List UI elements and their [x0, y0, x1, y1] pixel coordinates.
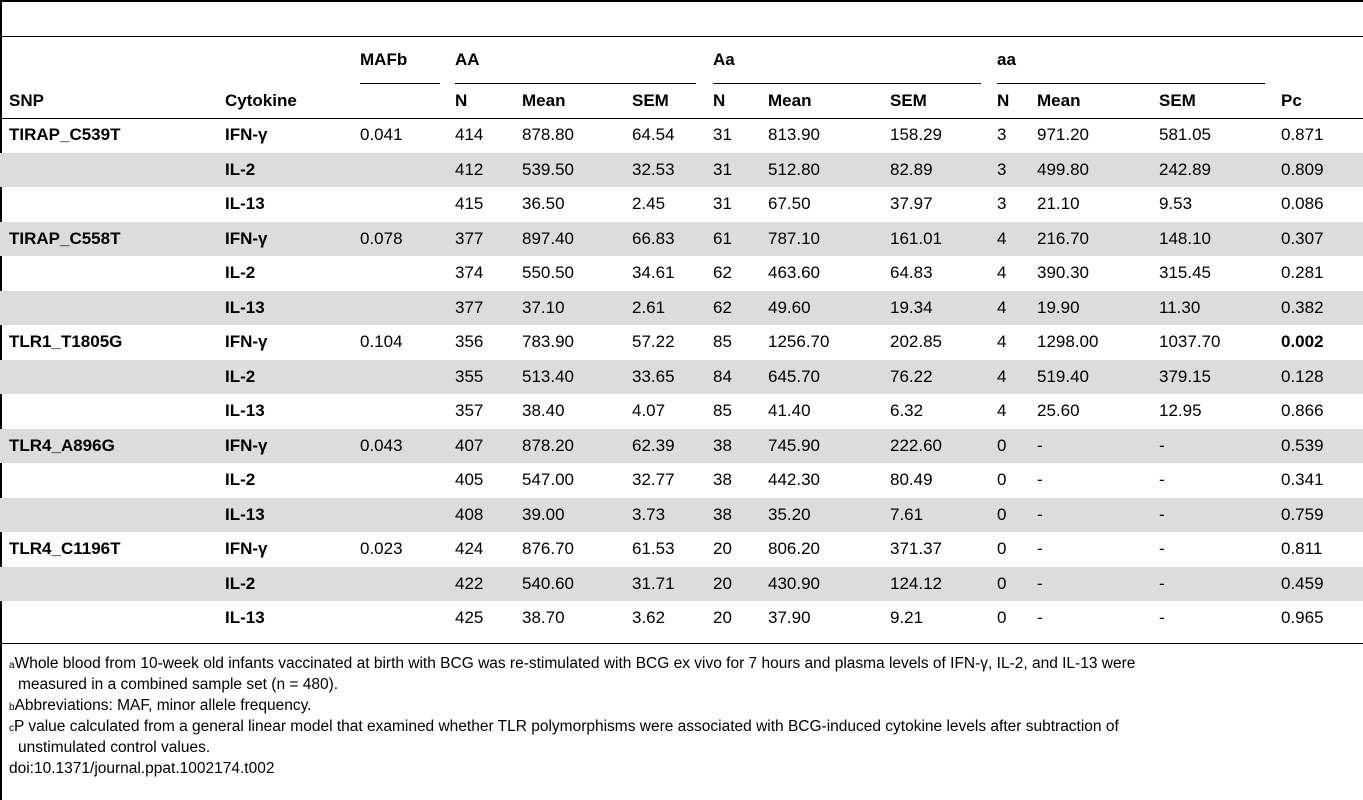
- header-aa-mean: Mean: [1037, 91, 1081, 110]
- header-row-columns: [0, 84, 1363, 118]
- cell-Aa-mean: 512.80: [768, 153, 890, 188]
- cell-maf: [360, 567, 455, 602]
- cell-AA-mean: 513.40: [522, 360, 632, 395]
- footnote-b: $^b$Abbreviations: MAF, minor allele frequency.: [9, 697, 312, 714]
- cell-aa-sem: 9.53: [1159, 194, 1193, 214]
- table-row: [0, 463, 1363, 498]
- cell-cytokine: IL-2: [225, 153, 360, 188]
- cell-aa-sem: -: [1159, 539, 1165, 559]
- cell-maf: [360, 153, 455, 188]
- cell-Aa-sem: 7.61: [890, 498, 997, 533]
- table-row: [0, 498, 1363, 533]
- header-Aa-n: N: [713, 91, 726, 110]
- cell-aa-sem: 1037.70: [1159, 332, 1221, 352]
- header-Aa-sem: SEM: [890, 91, 927, 110]
- cell-AA-mean: 550.50: [522, 263, 574, 283]
- cell-AA-sem: 34.61: [632, 263, 675, 283]
- cell-AA-sem: 33.65: [632, 360, 713, 395]
- cell-Aa-n: 61: [713, 222, 768, 257]
- cell-AA-n: 412: [455, 153, 522, 188]
- cell-cytokine: IL-13: [225, 194, 265, 214]
- cell-aa-n: 4: [997, 332, 1007, 352]
- cell-aa-mean: -: [1037, 429, 1159, 464]
- cell-AA-sem: 4.07: [632, 401, 666, 421]
- cell-AA-mean: 878.20: [522, 429, 632, 464]
- table-row: [0, 222, 1363, 257]
- cell-aa-n: 0: [997, 498, 1037, 533]
- cell-cytokine: IFN-γ: [225, 429, 360, 464]
- cell-aa-mean: 499.80: [1037, 153, 1159, 188]
- cell-Aa-sem: 158.29: [890, 125, 942, 145]
- header-aa-n: N: [997, 91, 1010, 110]
- cell-cytokine: IFN-γ: [225, 539, 268, 559]
- cell-Aa-sem: 76.22: [890, 360, 997, 395]
- cell-Aa-sem: 19.34: [890, 291, 997, 326]
- cell-AA-sem: 62.39: [632, 429, 713, 464]
- cell-pc: 0.382: [1281, 291, 1363, 326]
- cell-pc: 0.759: [1281, 498, 1363, 533]
- cell-aa-sem: 11.30: [1159, 291, 1281, 326]
- cell-Aa-mean: 442.30: [768, 470, 820, 490]
- cell-snp: [0, 567, 225, 602]
- cell-AA-mean: 540.60: [522, 567, 632, 602]
- cell-aa-n: 0: [997, 608, 1007, 628]
- cell-AA-sem: 64.54: [632, 125, 675, 145]
- cell-Aa-n: 31: [713, 153, 768, 188]
- cell-AA-mean: 38.40: [522, 401, 565, 421]
- cell-AA-sem: 2.45: [632, 194, 666, 214]
- cell-aa-mean: 25.60: [1037, 401, 1080, 421]
- cell-aa-n: 0: [997, 567, 1037, 602]
- table-row: [0, 187, 1363, 222]
- cell-AA-mean: 876.70: [522, 539, 574, 559]
- cell-aa-sem: 12.95: [1159, 401, 1202, 421]
- cell-snp: [0, 394, 225, 429]
- cell-Aa-n: 38: [713, 429, 768, 464]
- cell-aa-n: 4: [997, 222, 1037, 257]
- cell-Aa-n: 62: [713, 291, 768, 326]
- cell-pc: 0.086: [1281, 194, 1324, 214]
- cell-aa-n: 3: [997, 194, 1007, 214]
- top-rule: [0, 0, 1363, 2]
- cell-AA-sem: 31.71: [632, 567, 713, 602]
- cell-Aa-sem: 222.60: [890, 429, 997, 464]
- cell-pc: 0.811: [1281, 539, 1323, 559]
- cell-AA-mean: 38.70: [522, 608, 565, 628]
- cell-aa-mean: 19.90: [1037, 291, 1159, 326]
- cell-aa-n: 4: [997, 401, 1007, 421]
- cell-cytokine: IL-2: [225, 263, 256, 283]
- cell-AA-sem: 2.61: [632, 291, 713, 326]
- cell-aa-n: 4: [997, 263, 1007, 283]
- cell-aa-n: 0: [997, 429, 1037, 464]
- cell-snp: TIRAP_C539T: [9, 125, 121, 145]
- cell-AA-n: 377: [455, 222, 522, 257]
- table-row: [0, 291, 1363, 326]
- cell-Aa-n: 84: [713, 360, 768, 395]
- cell-cytokine: IL-2: [225, 470, 256, 490]
- cell-aa-sem: 148.10: [1159, 222, 1281, 257]
- cell-Aa-mean: 35.20: [768, 498, 890, 533]
- cell-aa-sem: -: [1159, 608, 1165, 628]
- cell-pc: 0.871: [1281, 125, 1324, 145]
- cell-Aa-mean: 1256.70: [768, 332, 830, 352]
- cell-aa-n: 0: [997, 470, 1007, 490]
- cell-AA-mean: 36.50: [522, 194, 565, 214]
- cell-AA-n: 377: [455, 291, 522, 326]
- cell-maf: 0.041: [360, 125, 403, 145]
- cell-Aa-sem: 202.85: [890, 332, 942, 352]
- cell-snp: [0, 256, 225, 291]
- table-row: [0, 118, 1363, 153]
- cell-aa-mean: 1298.00: [1037, 332, 1099, 352]
- cell-cytokine: IFN-γ: [225, 332, 268, 352]
- header-bottom-rule: [0, 118, 1363, 119]
- header-AA-mean: Mean: [522, 91, 566, 110]
- cell-Aa-mean: 463.60: [768, 263, 820, 283]
- cell-AA-mean: 39.00: [522, 498, 632, 533]
- cell-pc: 0.128: [1281, 360, 1363, 395]
- cell-AA-sem: 3.62: [632, 608, 666, 628]
- table-row: [0, 360, 1363, 395]
- table-row: [0, 325, 1363, 360]
- cell-aa-n: 4: [997, 291, 1037, 326]
- cell-cytokine: IL-13: [225, 401, 265, 421]
- cell-Aa-mean: 813.90: [768, 125, 820, 145]
- cell-maf: 0.023: [360, 539, 403, 559]
- footnotes: [9, 653, 1359, 779]
- cell-snp: [0, 187, 225, 222]
- cell-maf: 0.104: [360, 332, 403, 352]
- cell-aa-n: 0: [997, 539, 1007, 559]
- cell-Aa-n: 20: [713, 608, 732, 628]
- cell-snp: [0, 601, 225, 636]
- cell-maf: [360, 498, 455, 533]
- table-row: [0, 153, 1363, 188]
- cell-cytokine: IL-2: [225, 567, 360, 602]
- cell-AA-n: 408: [455, 498, 522, 533]
- table-row: [0, 567, 1363, 602]
- cell-maf: [360, 291, 455, 326]
- doi: doi:10.1371/journal.ppat.1002174.t002: [9, 760, 275, 777]
- cell-aa-mean: 216.70: [1037, 222, 1159, 257]
- cell-Aa-mean: 430.90: [768, 567, 890, 602]
- cell-snp: [0, 463, 225, 498]
- cell-Aa-n: 31: [713, 125, 732, 145]
- cell-AA-mean: 37.10: [522, 291, 632, 326]
- cell-pc: 0.002: [1281, 332, 1324, 352]
- cell-AA-n: 356: [455, 332, 484, 352]
- header-snp: SNP: [9, 91, 44, 110]
- cell-maf: [360, 463, 455, 498]
- cell-aa-mean: 519.40: [1037, 360, 1159, 395]
- cell-Aa-sem: 9.21: [890, 608, 924, 628]
- cell-cytokine: IFN-γ: [225, 222, 360, 257]
- cell-Aa-sem: 80.49: [890, 470, 933, 490]
- cell-AA-sem: 61.53: [632, 539, 675, 559]
- cell-aa-sem: 242.89: [1159, 153, 1281, 188]
- cell-aa-mean: -: [1037, 470, 1043, 490]
- cell-AA-sem: 32.53: [632, 153, 713, 188]
- cell-Aa-mean: 41.40: [768, 401, 811, 421]
- cell-AA-n: 405: [455, 470, 484, 490]
- header-AA-sem: SEM: [632, 91, 669, 110]
- cell-Aa-sem: 6.32: [890, 401, 924, 421]
- cell-Aa-n: 20: [713, 539, 732, 559]
- cell-Aa-mean: 37.90: [768, 608, 811, 628]
- footnote-a: $^a$Whole blood from 10-week old infants vaccinated at birth with BCG was re-stimulated with BCG ex vivo for 7 hours and plasma levels of IFN-γ, IL-2, and IL-13 were measured in a combined sample set (n = 480).: [9, 655, 1136, 693]
- cell-aa-sem: 581.05: [1159, 125, 1211, 145]
- cell-aa-sem: 315.45: [1159, 263, 1211, 283]
- table-row: [0, 601, 1363, 636]
- cell-AA-n: 374: [455, 263, 484, 283]
- cell-aa-sem: 379.15: [1159, 360, 1281, 395]
- cytokine-table: [0, 37, 1363, 636]
- cell-aa-mean: -: [1037, 498, 1159, 533]
- cell-snp: [0, 498, 225, 533]
- cell-AA-n: 407: [455, 429, 522, 464]
- cell-snp: TIRAP_C558T: [0, 222, 225, 257]
- cell-Aa-n: 20: [713, 567, 768, 602]
- cell-Aa-n: 38: [713, 498, 768, 533]
- cell-AA-mean: 783.90: [522, 332, 574, 352]
- table-body: [0, 118, 1363, 636]
- cell-aa-n: 4: [997, 360, 1037, 395]
- cell-pc: 0.459: [1281, 567, 1363, 602]
- cell-pc: 0.341: [1281, 470, 1324, 490]
- cell-snp: [0, 153, 225, 188]
- cell-maf: [360, 187, 455, 222]
- cell-cytokine: IL-2: [225, 360, 360, 395]
- cell-AA-sem: 57.22: [632, 332, 675, 352]
- cell-AA-mean: 547.00: [522, 470, 574, 490]
- cell-Aa-mean: 67.50: [768, 194, 811, 214]
- cell-Aa-n: 62: [713, 263, 732, 283]
- cell-Aa-sem: 124.12: [890, 567, 997, 602]
- cell-Aa-mean: 745.90: [768, 429, 890, 464]
- cell-aa-sem: -: [1159, 567, 1281, 602]
- cell-pc: 0.965: [1281, 608, 1324, 628]
- cell-snp: TLR1_T1805G: [9, 332, 123, 352]
- table-row: [0, 256, 1363, 291]
- cell-cytokine: IL-13: [225, 608, 265, 628]
- cell-aa-n: 3: [997, 153, 1037, 188]
- cell-Aa-sem: 82.89: [890, 153, 997, 188]
- cell-Aa-mean: 645.70: [768, 360, 890, 395]
- cell-maf: [360, 256, 455, 291]
- cell-aa-sem: -: [1159, 429, 1281, 464]
- cell-snp: [0, 360, 225, 395]
- cell-AA-n: 415: [455, 194, 484, 214]
- header-group-Aa: Aa: [713, 50, 735, 69]
- cell-snp: TLR4_C1196T: [9, 539, 121, 559]
- cell-aa-mean: -: [1037, 539, 1043, 559]
- cell-Aa-n: 85: [713, 401, 732, 421]
- cell-maf: 0.043: [360, 429, 455, 464]
- cell-aa-mean: 971.20: [1037, 125, 1089, 145]
- header-maf: MAFb: [360, 50, 408, 69]
- cell-Aa-n: 31: [713, 194, 732, 214]
- header-pc: Pc: [1281, 91, 1302, 110]
- table-row: [0, 429, 1363, 464]
- cell-AA-n: 424: [455, 539, 484, 559]
- header-group-aa: aa: [997, 50, 1016, 69]
- cell-pc: 0.281: [1281, 263, 1324, 283]
- footnote-c: $^c$P value calculated from a general linear model that examined whether TLR polymorphisms were associated with BCG-induced cytokine levels after subtraction of unstimulated control values.: [9, 718, 1119, 756]
- header-aa-sem: SEM: [1159, 91, 1196, 110]
- cell-aa-mean: 21.10: [1037, 194, 1080, 214]
- cell-AA-n: 355: [455, 360, 522, 395]
- table-row: [0, 532, 1363, 567]
- cell-aa-mean: -: [1037, 567, 1159, 602]
- cell-cytokine: IL-13: [225, 498, 360, 533]
- cell-snp: TLR4_A896G: [0, 429, 225, 464]
- cell-AA-n: 425: [455, 608, 484, 628]
- table-bottom-rule: [0, 643, 1363, 644]
- cell-pc: 0.539: [1281, 429, 1363, 464]
- cell-AA-mean: 897.40: [522, 222, 632, 257]
- cell-pc: 0.866: [1281, 401, 1324, 421]
- cell-cytokine: IL-13: [225, 291, 360, 326]
- header-Aa-mean: Mean: [768, 91, 812, 110]
- header-cytokine: Cytokine: [225, 91, 297, 110]
- cell-Aa-sem: 371.37: [890, 539, 942, 559]
- cell-AA-sem: 66.83: [632, 222, 713, 257]
- cell-AA-n: 422: [455, 567, 522, 602]
- table-row: [0, 394, 1363, 429]
- cell-maf: [360, 394, 455, 429]
- cell-Aa-sem: 37.97: [890, 194, 933, 214]
- cell-maf: [360, 601, 455, 636]
- cell-pc: 0.809: [1281, 153, 1363, 188]
- cell-AA-sem: 32.77: [632, 470, 675, 490]
- cell-aa-mean: 390.30: [1037, 263, 1089, 283]
- cell-cytokine: IFN-γ: [225, 125, 268, 145]
- cell-Aa-mean: 806.20: [768, 539, 820, 559]
- cell-aa-n: 3: [997, 125, 1007, 145]
- header-row-groups: [0, 37, 1363, 84]
- cell-AA-n: 357: [455, 401, 484, 421]
- cell-maf: [360, 360, 455, 395]
- cell-AA-sem: 3.73: [632, 498, 713, 533]
- cell-Aa-sem: 64.83: [890, 263, 933, 283]
- header-group-AA: AA: [455, 50, 480, 69]
- cell-AA-mean: 878.80: [522, 125, 574, 145]
- cell-maf: 0.078: [360, 222, 455, 257]
- cell-AA-mean: 539.50: [522, 153, 632, 188]
- cell-Aa-sem: 161.01: [890, 222, 997, 257]
- cell-aa-sem: -: [1159, 498, 1281, 533]
- cell-Aa-n: 85: [713, 332, 732, 352]
- cell-Aa-mean: 787.10: [768, 222, 890, 257]
- cell-snp: [0, 291, 225, 326]
- header-AA-n: N: [455, 91, 468, 110]
- cell-Aa-mean: 49.60: [768, 291, 890, 326]
- cell-aa-mean: -: [1037, 608, 1043, 628]
- cell-AA-n: 414: [455, 125, 484, 145]
- cell-Aa-n: 38: [713, 470, 732, 490]
- cell-pc: 0.307: [1281, 222, 1363, 257]
- cell-aa-sem: -: [1159, 470, 1165, 490]
